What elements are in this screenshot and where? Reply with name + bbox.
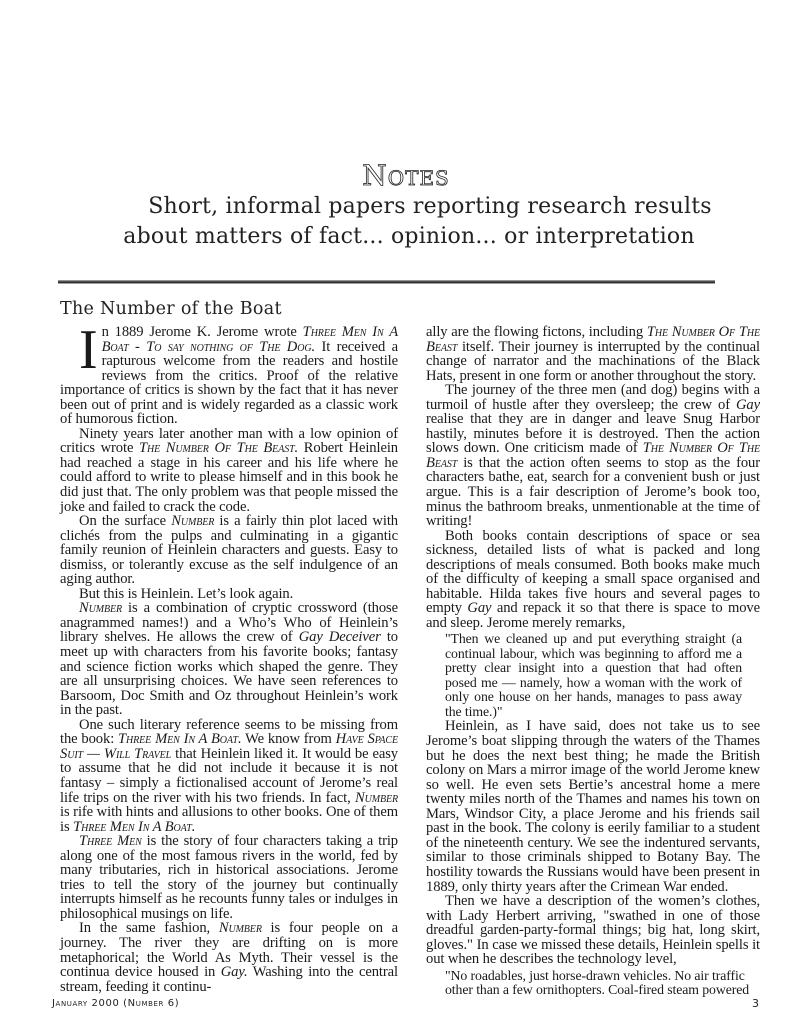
paragraph: ally are the flowing fictons, including The Number Of The Beast itself. Their journey is interrupted by the continual change of narrator and the machinations of the Black Hats, present in one form or another throughout the story. (426, 324, 761, 384)
paragraph: Then we have a description of the women’s clothes, with Lady Herbert arriving, "swathed in one of those dreadful garden-party-formal things; big hat, long skirt, gloves." In case we missed these details, Heinlein spells it out when he describes the technology level, (426, 893, 760, 968)
book-title: The Number Of The Beast. (139, 440, 299, 457)
paragraph: The journey of the three men (and dog) begins with a turmoil of hustle after they oversleep; the crew of Gay realise that they are in danger and leave Snug Harbor hastily, minutes before it is destroyed. Then the action slows down. One criticism made of The Number Of The Beast is that the action often seems to stop as the four characters bathe, eat, search for a convenient bush or just argue. This is a fair description of Jerome’s book too, minus the bathroom breaks, unmentionable at the time of writing! (426, 382, 760, 530)
paragraph: Number is a combination of cryptic crossword (those anagrammed names!) and a Who’s Who of Heinlein’s library shelves. He allows the crew of Gay Deceiver to meet up with characters from his favorite books; fantasy and science fiction works which shaped the genre. They are all unsurprising choices. We have seen references to Barsoom, Doc Smith and Oz throughout Heinlein’s work in the past. (60, 600, 399, 719)
book-title: The Number Of The Beast (426, 324, 761, 355)
paragraph: In the same fashion, Number is four people on a journey. The river they are drifting on is more metaphorical; the World As Myth. Their vessel is the continua device housed in Gay. Washing into the central stream, feeding it continu- (60, 920, 399, 995)
book-title: Three Men (79, 833, 142, 850)
book-title: The Number Of The Beast (426, 440, 760, 471)
book-title: Number (218, 920, 262, 937)
paragraph: One such literary reference seems to be missing from the book: Three Men In A Boat. We know from Have Space Suit — Will Travel that Heinlein liked it. It would be easy to assume that he did not include it because it is not fantasy – simply a fictionalised account of Jerome’s real life trips on the river with his two friends. In fact, Number is rife with hints and allusions to other books. One of them is Three Men In A Boat. (60, 716, 399, 835)
ship-name: Gay Deceiver (298, 629, 381, 646)
left-column (60, 298, 398, 994)
paragraph: On the surface Number is a fairly thin plot laced with clichés from the pulps and culminating in a gigantic family reunion of Heinlein characters and guests. Easy to dismiss, or tolerantly excuse as the self indulgence of an aging author. (60, 513, 398, 588)
book-title: Three Men In A Boat - To say nothing of The Dog. (101, 324, 399, 355)
book-title: Number (171, 513, 215, 530)
book-title: Have Space Suit — Will Travel (60, 731, 398, 762)
paragraph: Both books contain descriptions of space or sea sickness, detailed lists of what is packed and long descriptions of meals consumed. Both books make much of the difficulty of keeping a small space organised and habitable. Hilda takes five hours and several pages to empty Gay and repack it so that there is space to move and sleep. Jerome merely remarks, (426, 527, 760, 631)
paragraph: In 1889 Jerome K. Jerome wrote Three Men In A Boat - To say nothing of The Dog. It received a rapturous welcome from the readers and hostile reviews from the critics. Proof of the relative importance of critics is shown by the fact that it has never been out of print and is widely regarded as a classic work of humorous fiction. (60, 319, 399, 428)
section-title: Notes (362, 159, 450, 192)
paragraph: Heinlein, as I have said, does not take us to see Jerome’s boat slipping through the waters of the Thames but he does the next best thing; he made the British colony on Mars a mirror image of the world Jerome knew so well. He even sets Bertie’s ancestral home a mere twenty miles north of the Thames and names his town on Mars, Windsor City, a place Jerome and his friends sail past in the book. The colony is eerily familiar to a student of the nineteenth century. We see the indentured servants, similar to those criminals shipped to Botany Bay. The hostility towards the Russians would have been present in 1889, only thirty years after the Crimean War ended. (426, 718, 760, 895)
footer-issue-label: January 2000 (Number 6) (52, 998, 180, 1009)
ship-name: Gay. (220, 964, 248, 981)
block-quote: "No roadables, just horse-drawn vehicles. No air traffic other than a few ornithopters. Coal-fired steam powered (445, 967, 750, 998)
block-quote: "Then we cleaned up and put everything straight (a continual labour, which was beginning to afford me a pretty clear insight into a question that had often posed me — namely, how a woman with the work of only one house on her hands, manages to pass away the time.)" (445, 631, 742, 719)
header-divider (58, 280, 715, 284)
drop-cap: I (79, 319, 98, 381)
book-title: Number (354, 789, 398, 806)
paragraph: Three Men is the story of four characters taking a trip along one of the most famous rivers in the world, fed by many tributaries, rich in historical associations. Jerome tries to tell the story of the journey but continually interrupts himself as he recounts funny tales or indulges in philosophical musings on life. (60, 833, 398, 922)
book-title: Three Men In A Boat. (73, 818, 196, 835)
article-title: The Number of the Boat (60, 299, 282, 319)
page-header (0, 160, 800, 252)
paragraph: Ninety years later another man with a low opinion of critics wrote The Number Of The Beast. Robert Heinlein had reached a stage in his career and his life where he could afford to write to please himself and in this book he did just that. The only problem was that people missed the joke and failed to crack the code. (60, 425, 398, 515)
book-title: Number (79, 600, 123, 617)
page-number: 3 (752, 997, 759, 1010)
right-column (426, 325, 760, 998)
ship-name: Gay (467, 600, 492, 617)
ship-name: Gay (735, 396, 760, 413)
paragraph: But this is Heinlein. Let’s look again. (79, 585, 294, 602)
section-subtitle-line1: Short, informal papers reporting research results (148, 194, 712, 219)
section-subtitle-line2: about matters of fact... opinion... or interpretation (123, 224, 695, 249)
book-title: Three Men In A Boat. (118, 731, 242, 748)
